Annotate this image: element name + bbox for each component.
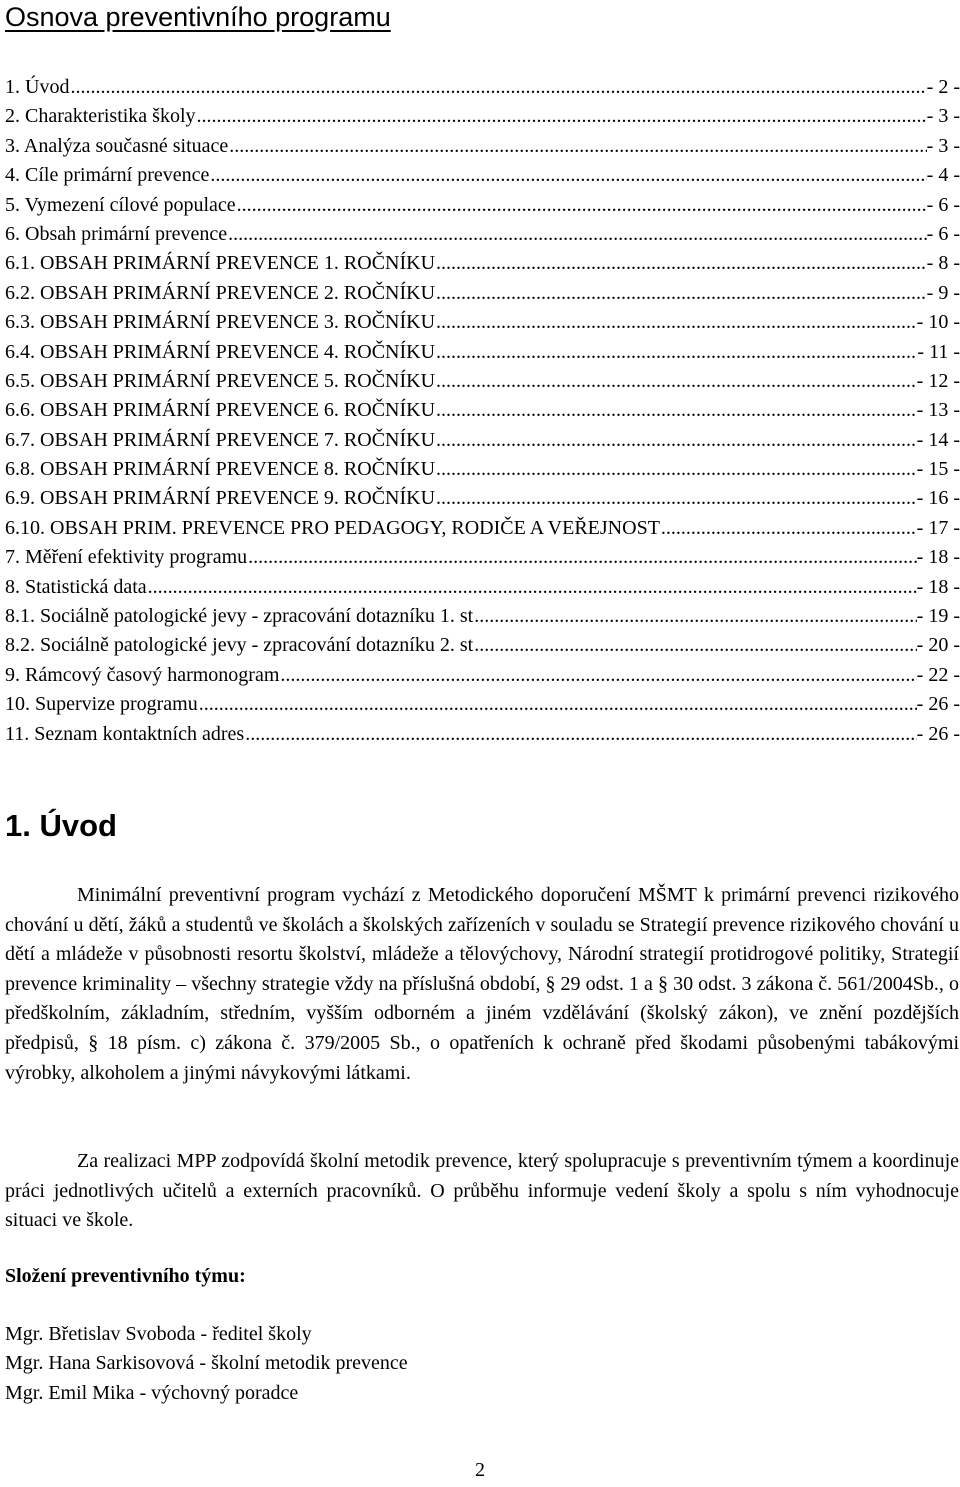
toc-entry[interactable] <box>5 455 960 484</box>
team-member: Mgr. Hana Sarkisovová - školní metodik prevence <box>5 1352 408 1375</box>
toc-entry-label: 6.10. OBSAH PRIM. PREVENCE PRO PEDAGOGY, RODIČE A VEŘEJNOST <box>5 516 660 539</box>
toc-dot-leader <box>436 279 927 308</box>
toc-entry-page: - 18 - <box>916 546 960 569</box>
intro-paragraph-1: Minimální preventivní program vychází z Metodického doporučení MŠMT k primární prevenci rizikového chování u dětí, žáků a studentů ve školách a školských zařízeních v souladu se Strategií prevence rizikového chování u dětí a mládeže v působnosti resortu školství, mládeže a tělovýchovy, Národní strategií protidrogové politiky, Strategií prevence kriminality – všechny strategie vždy na příslušná období, § 29 odst. 1 a § 30 odst. 3 zákona č. 561/2004Sb., o předškolním, základním, středním, vyšším odborném a jiném vzdělávání (školský zákon), ve znění pozdějších předpisů, § 18 písm. c) zákona č. 379/2005 Sb., o opatřeních k ochraně před škodami působenými tabákovými výrobky, alkoholem a jinými návykovými látkami. <box>5 884 959 1084</box>
toc-entry-label: 6.1. OBSAH PRIMÁRNÍ PREVENCE 1. ROČNÍKU <box>5 252 436 275</box>
toc-entry-page: - 12 - <box>916 369 960 392</box>
toc-dot-leader <box>229 132 926 161</box>
toc-entry[interactable] <box>5 338 960 367</box>
toc-entry[interactable] <box>5 132 960 161</box>
toc-dot-leader <box>248 543 917 572</box>
toc-entry-label: 5. Vymezení cílové populace <box>5 193 236 216</box>
toc-entry[interactable] <box>5 191 960 220</box>
toc-dot-leader <box>474 631 916 660</box>
toc-entry[interactable] <box>5 279 960 308</box>
toc-entry-page: - 20 - <box>916 634 960 657</box>
toc-entry-label: 4. Cíle primární prevence <box>5 164 210 187</box>
toc-entry-label: 1. Úvod <box>5 75 70 98</box>
toc-entry-label: 6.2. OBSAH PRIMÁRNÍ PREVENCE 2. ROČNÍKU <box>5 281 436 304</box>
toc-entry-page: - 3 - <box>926 105 960 128</box>
toc-dot-leader <box>474 602 916 631</box>
toc-entry[interactable] <box>5 161 960 190</box>
toc-entry-label: 6.9. OBSAH PRIMÁRNÍ PREVENCE 9. ROČNÍKU <box>5 487 436 510</box>
toc-dot-leader <box>245 720 916 749</box>
toc-entry-label: 6.5. OBSAH PRIMÁRNÍ PREVENCE 5. ROČNÍKU <box>5 369 436 392</box>
toc-entry[interactable] <box>5 396 960 425</box>
toc-entry-label: 6.6. OBSAH PRIMÁRNÍ PREVENCE 6. ROČNÍKU <box>5 399 436 422</box>
toc-dot-leader <box>199 690 917 719</box>
toc-entry-page: - 26 - <box>916 722 960 745</box>
toc-entry[interactable] <box>5 73 960 102</box>
table-of-contents <box>5 73 960 749</box>
toc-dot-leader <box>661 514 917 543</box>
team-list <box>5 1320 408 1408</box>
toc-dot-leader <box>70 73 926 102</box>
toc-dot-leader <box>436 455 917 484</box>
toc-entry-page: - 3 - <box>926 134 960 157</box>
toc-entry[interactable] <box>5 220 960 249</box>
toc-entry-page: - 15 - <box>916 458 960 481</box>
section-heading: 1. Úvod <box>5 808 117 843</box>
toc-dot-leader <box>228 220 927 249</box>
toc-dot-leader <box>436 396 917 425</box>
toc-entry-label: 6.7. OBSAH PRIMÁRNÍ PREVENCE 7. ROČNÍKU <box>5 428 436 451</box>
toc-entry-label: 8. Statistická data <box>5 575 147 598</box>
toc-entry-label: 8.2. Sociálně patologické jevy - zpracování dotazníku 2. st <box>5 634 474 657</box>
toc-entry-page: - 13 - <box>916 399 960 422</box>
toc-dot-leader <box>237 191 927 220</box>
toc-entry-label: 3. Analýza současné situace <box>5 134 229 157</box>
toc-entry[interactable] <box>5 426 960 455</box>
toc-entry-label: 6.4. OBSAH PRIMÁRNÍ PREVENCE 4. ROČNÍKU <box>5 340 436 363</box>
toc-entry[interactable] <box>5 631 960 660</box>
toc-entry-page: - 11 - <box>917 340 960 363</box>
page-number: 2 <box>475 1459 485 1481</box>
toc-dot-leader <box>436 338 917 367</box>
toc-entry-label: 6. Obsah primární prevence <box>5 222 228 245</box>
toc-entry-label: 10. Supervize programu <box>5 693 198 716</box>
intro-paragraph-2: Za realizaci MPP zodpovídá školní metodik prevence, který spolupracuje s preventivním týmem a koordinuje práci jednotlivých učitelů a externích pracovníků. O průběhu informuje vedení školy a spolu s ním vyhodnocuje situaci ve škole. <box>5 1150 959 1232</box>
toc-entry-page: - 10 - <box>916 311 960 334</box>
toc-entry-page: - 17 - <box>916 516 960 539</box>
toc-dot-leader <box>436 249 927 278</box>
toc-dot-leader <box>280 661 916 690</box>
team-member: Mgr. Břetislav Svoboda - ředitel školy <box>5 1323 312 1345</box>
toc-entry-page: - 18 - <box>916 575 960 598</box>
toc-entry[interactable] <box>5 367 960 396</box>
toc-entry-page: - 14 - <box>916 428 960 451</box>
toc-dot-leader <box>436 484 917 513</box>
toc-entry-label: 2. Charakteristika školy <box>5 105 196 128</box>
team-member: Mgr. Emil Mika - výchovný poradce <box>5 1381 299 1404</box>
toc-entry[interactable] <box>5 573 960 602</box>
toc-entry-page: - 22 - <box>916 663 960 686</box>
toc-dot-leader <box>436 426 917 455</box>
toc-entry-page: - 26 - <box>916 693 960 716</box>
toc-entry[interactable] <box>5 249 960 278</box>
toc-entry[interactable] <box>5 602 960 631</box>
toc-entry-page: - 19 - <box>916 605 960 628</box>
toc-entry-page: - 2 - <box>926 75 960 98</box>
toc-entry[interactable] <box>5 661 960 690</box>
toc-entry-label: 9. Rámcový časový harmonogram <box>5 663 280 686</box>
toc-dot-leader <box>148 573 917 602</box>
toc-entry-page: - 6 - <box>926 193 960 216</box>
toc-entry-page: - 6 - <box>926 222 960 245</box>
toc-entry[interactable] <box>5 308 960 337</box>
toc-entry-page: - 16 - <box>916 487 960 510</box>
toc-entry-label: 6.3. OBSAH PRIMÁRNÍ PREVENCE 3. ROČNÍKU <box>5 311 436 334</box>
toc-dot-leader <box>436 367 917 396</box>
toc-entry[interactable] <box>5 102 960 131</box>
toc-entry[interactable] <box>5 514 960 543</box>
team-heading: Složení preventivního týmu: <box>5 1265 246 1287</box>
page-title: Osnova preventivního programu <box>5 2 391 32</box>
toc-entry[interactable] <box>5 484 960 513</box>
toc-dot-leader <box>210 161 926 190</box>
toc-entry[interactable] <box>5 690 960 719</box>
toc-entry[interactable] <box>5 543 960 572</box>
toc-entry[interactable] <box>5 720 960 749</box>
toc-entry-label: 6.8. OBSAH PRIMÁRNÍ PREVENCE 8. ROČNÍKU <box>5 458 436 481</box>
toc-entry-label: 8.1. Sociálně patologické jevy - zpracování dotazníku 1. st <box>5 605 474 628</box>
toc-entry-page: - 8 - <box>926 252 960 275</box>
toc-entry-label: 7. Měření efektivity programu <box>5 546 248 569</box>
toc-entry-page: - 4 - <box>926 164 960 187</box>
toc-entry-label: 11. Seznam kontaktních adres <box>5 722 245 745</box>
toc-entry-page: - 9 - <box>926 281 960 304</box>
toc-dot-leader <box>197 102 927 131</box>
toc-dot-leader <box>436 308 917 337</box>
